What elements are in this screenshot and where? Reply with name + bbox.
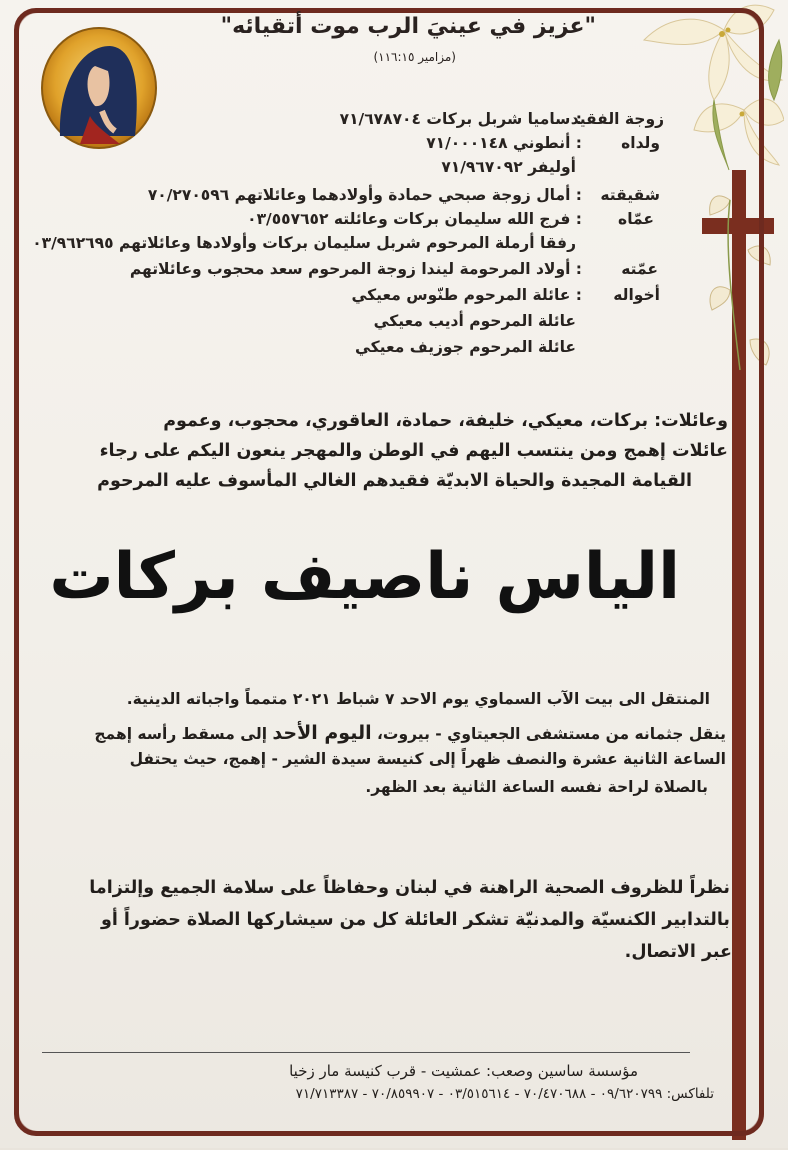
maternal-family-1: : عائلة المرحوم طنّوس معيكي xyxy=(351,286,582,304)
virgin-mary-icon xyxy=(40,26,158,150)
maternal-family-2: عائلة المرحوم أديب معيكي xyxy=(373,312,576,330)
notice-line-2: بالتدابير الكنسيّة والمدنيّة تشكر العائلة كل من سيشاركها الصلاة حضوراً أو xyxy=(100,910,730,930)
funeral-home-phones: تلفاكس: ٠٩/٦٢٠٧٩٩ - ٧٠/٤٧٠٦٨٨ - ٠٣/٥١٥٦١٤ - ٧٠/٨٥٩٩٠٧ - ٧١/٧١٣٣٨٧ xyxy=(295,1086,714,1102)
deceased-name: الياس ناصيف بركات xyxy=(49,540,680,614)
prayer-time-line: بالصلاة لراحة نفسه الساعة الثانية بعد الظهر. xyxy=(365,778,708,796)
announcement-line-2: عائلات إهمج ومن ينتسب اليهم في الوطن والمهجر ينعون اليكم على رجاء xyxy=(99,441,728,461)
sister-label: شقيقته xyxy=(600,186,660,204)
notice-line-3: عبر الاتصال. xyxy=(624,942,732,962)
transfer-text-a: ينقل جثمانه من مستشفى الجعيتاوي - بيروت، xyxy=(371,725,726,743)
wife-value: : ساميا شربل بركات ٧١/٦٧٨٧٠٤ xyxy=(339,110,582,128)
scripture-reference: (مزامير ١١٦:١٥) xyxy=(373,50,456,64)
sister-value: : أمال زوجة صبحي حمادة وأولادهما وعائلاتهم ٧٠/٢٧٠٥٩٦ xyxy=(147,186,582,204)
aunt-value: : أولاد المرحومة ليندا زوجة المرحوم سعد محجوب وعائلاتهم xyxy=(129,260,582,278)
uncle-2: رفقا أرملة المرحوم شربل سليمان بركات وأولادها وعائلاتهم ٠٣/٩٦٢٦٩٥ xyxy=(32,234,576,252)
maternal-family-3: عائلة المرحوم جوزيف معيكي xyxy=(354,338,576,356)
notice-line-1: نظراً للظروف الصحية الراهنة في لبنان وحفاظاً على سلامة الجميع وإلتزاما xyxy=(89,878,730,898)
uncles-label: عمّاه xyxy=(618,210,654,228)
passing-details: المنتقل الى بيت الآب السماوي يوم الاحد ٧ شباط ٢٠٢١ متمماً واجباته الدينية. xyxy=(126,690,710,708)
announcement-line-3: القيامة المجيدة والحياة الابديّة فقيدهم الغالي المأسوف عليه المرحوم xyxy=(97,471,692,491)
transfer-day-emphasis: اليوم الأحد xyxy=(272,722,372,744)
transfer-text-c: إلى مسقط رأسه إهمج xyxy=(94,725,273,743)
wife-label: زوجة الفقيد xyxy=(570,110,664,128)
sons-label: ولداه xyxy=(621,134,660,152)
scripture-quote: "عزيز في عينيَ الرب موت أتقيائه" xyxy=(220,14,596,39)
service-details-line: الساعة الثانية عشرة والنصف ظهراً إلى كنيسة سيدة الشير - إهمج، حيث يحتفل xyxy=(129,750,726,768)
uncle-1: : فرج الله سليمان بركات وعائلته ٠٣/٥٥٧٦٥٢ xyxy=(247,210,582,228)
footer-divider xyxy=(42,1052,690,1053)
son-1: : أنطوني ٧١/٠٠٠١٤٨ xyxy=(426,134,582,152)
transfer-details xyxy=(94,722,726,744)
aunt-label: عمّته xyxy=(621,260,658,278)
announcement-line-1: وعائلات: بركات، معيكي، خليفة، حمادة، العاقوري، محجوب، وعموم xyxy=(163,411,728,431)
funeral-home-name: مؤسسة ساسين وصعب: عمشيت - قرب كنيسة مار زخيا xyxy=(289,1062,638,1080)
son-2: أوليفر ٧١/٩٦٧٠٩٢ xyxy=(441,158,576,176)
maternal-uncles-label: أخواله xyxy=(613,286,660,304)
